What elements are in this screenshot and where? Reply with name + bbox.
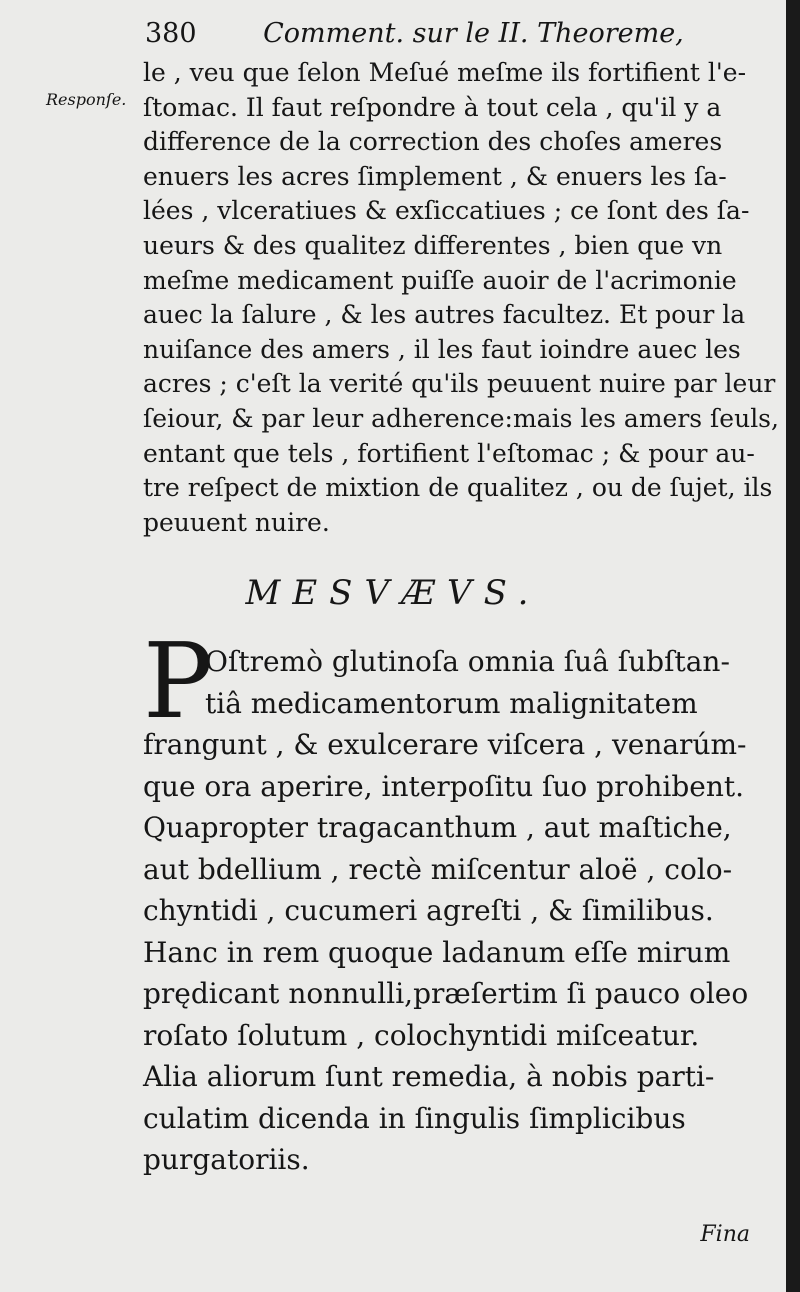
text-line: difference de la correction des choſes ameres [143,127,723,157]
text-line: Alia aliorum ſunt remedia, à nobis parti- [143,1060,715,1093]
text-line: aut bdellium , rectè miſcentur aloë , colo- [143,852,733,886]
running-title: Comment. sur le II. Theoreme, [263,18,684,49]
text-line: roſato ſolutum , colochyntidi miſceatur. [143,1018,700,1052]
text-line: tre reſpect de mixtion de qualitez , ou de ſujet, ils [143,473,773,503]
text-line: le , veu que ſelon Meſué meſme ils fortifient l'e- [143,58,747,87]
text-line: Hanc in rem quoque ladanum eſſe mirum [143,935,731,969]
text-line: frangunt , & exulcerare viſcera , venarúm- [143,728,747,761]
text-line: tiâ medicamentorum malignitatem [205,686,698,720]
text-line: meſme medicament puiſſe auoir de l'acrimonie [143,265,737,295]
page-header [145,18,684,49]
text-line: culatim dicenda in ſingulis ſimplicibus [143,1101,686,1135]
text-line: lées , vlceratiues & exſiccatiues ; ce ſont des ſa- [143,196,750,226]
text-line: Quapropter tragacanthum , aut maſtiche, [143,811,732,844]
text-line: acres ; c'eſt la verité qu'ils peuuent nuire par leur [143,369,776,399]
text-line: enuers les acres ſimplement , & enuers les ſa- [143,161,727,191]
margin-note: Responſe. [46,90,127,109]
text-line: nuiſance des amers , il les faut ioindre auec les [143,334,741,364]
text-line: purgatoriis. [143,1143,310,1176]
text-line: que ora aperire, interpoſitu ſuo prohibent. [143,769,745,803]
text-line: ſtomac. Il faut reſpondre à tout cela , qu'il y a [143,92,722,122]
page-number: 380 [145,18,197,49]
french-commentary [143,56,779,540]
text-line: entant que tels , fortifient l'eſtomac ; & pour au- [143,438,755,468]
text-line: ſeiour, & par leur adherence:mais les amers ſeuls, [143,403,779,433]
text-line: auec la ſalure , & les autres facultez. Et pour la [143,300,746,330]
catchword: Fina [700,1222,750,1247]
text-line: ueurs & des qualitez differentes , bien que vn [143,230,723,260]
latin-text [143,641,763,1181]
text-line: prędicant nonnulli,præſertim ſi pauco oleo [143,977,749,1010]
drop-cap: P [143,620,213,742]
text-line: peuuent nuire. [143,507,330,537]
text-line: Oſtremò glutinoſa omnia ſuâ ſubſtan- [205,645,730,678]
section-heading: MESVÆVS. [245,573,541,613]
text-line: chyntidi , cucumeri agreſti , & ſimilibus. [143,894,714,927]
